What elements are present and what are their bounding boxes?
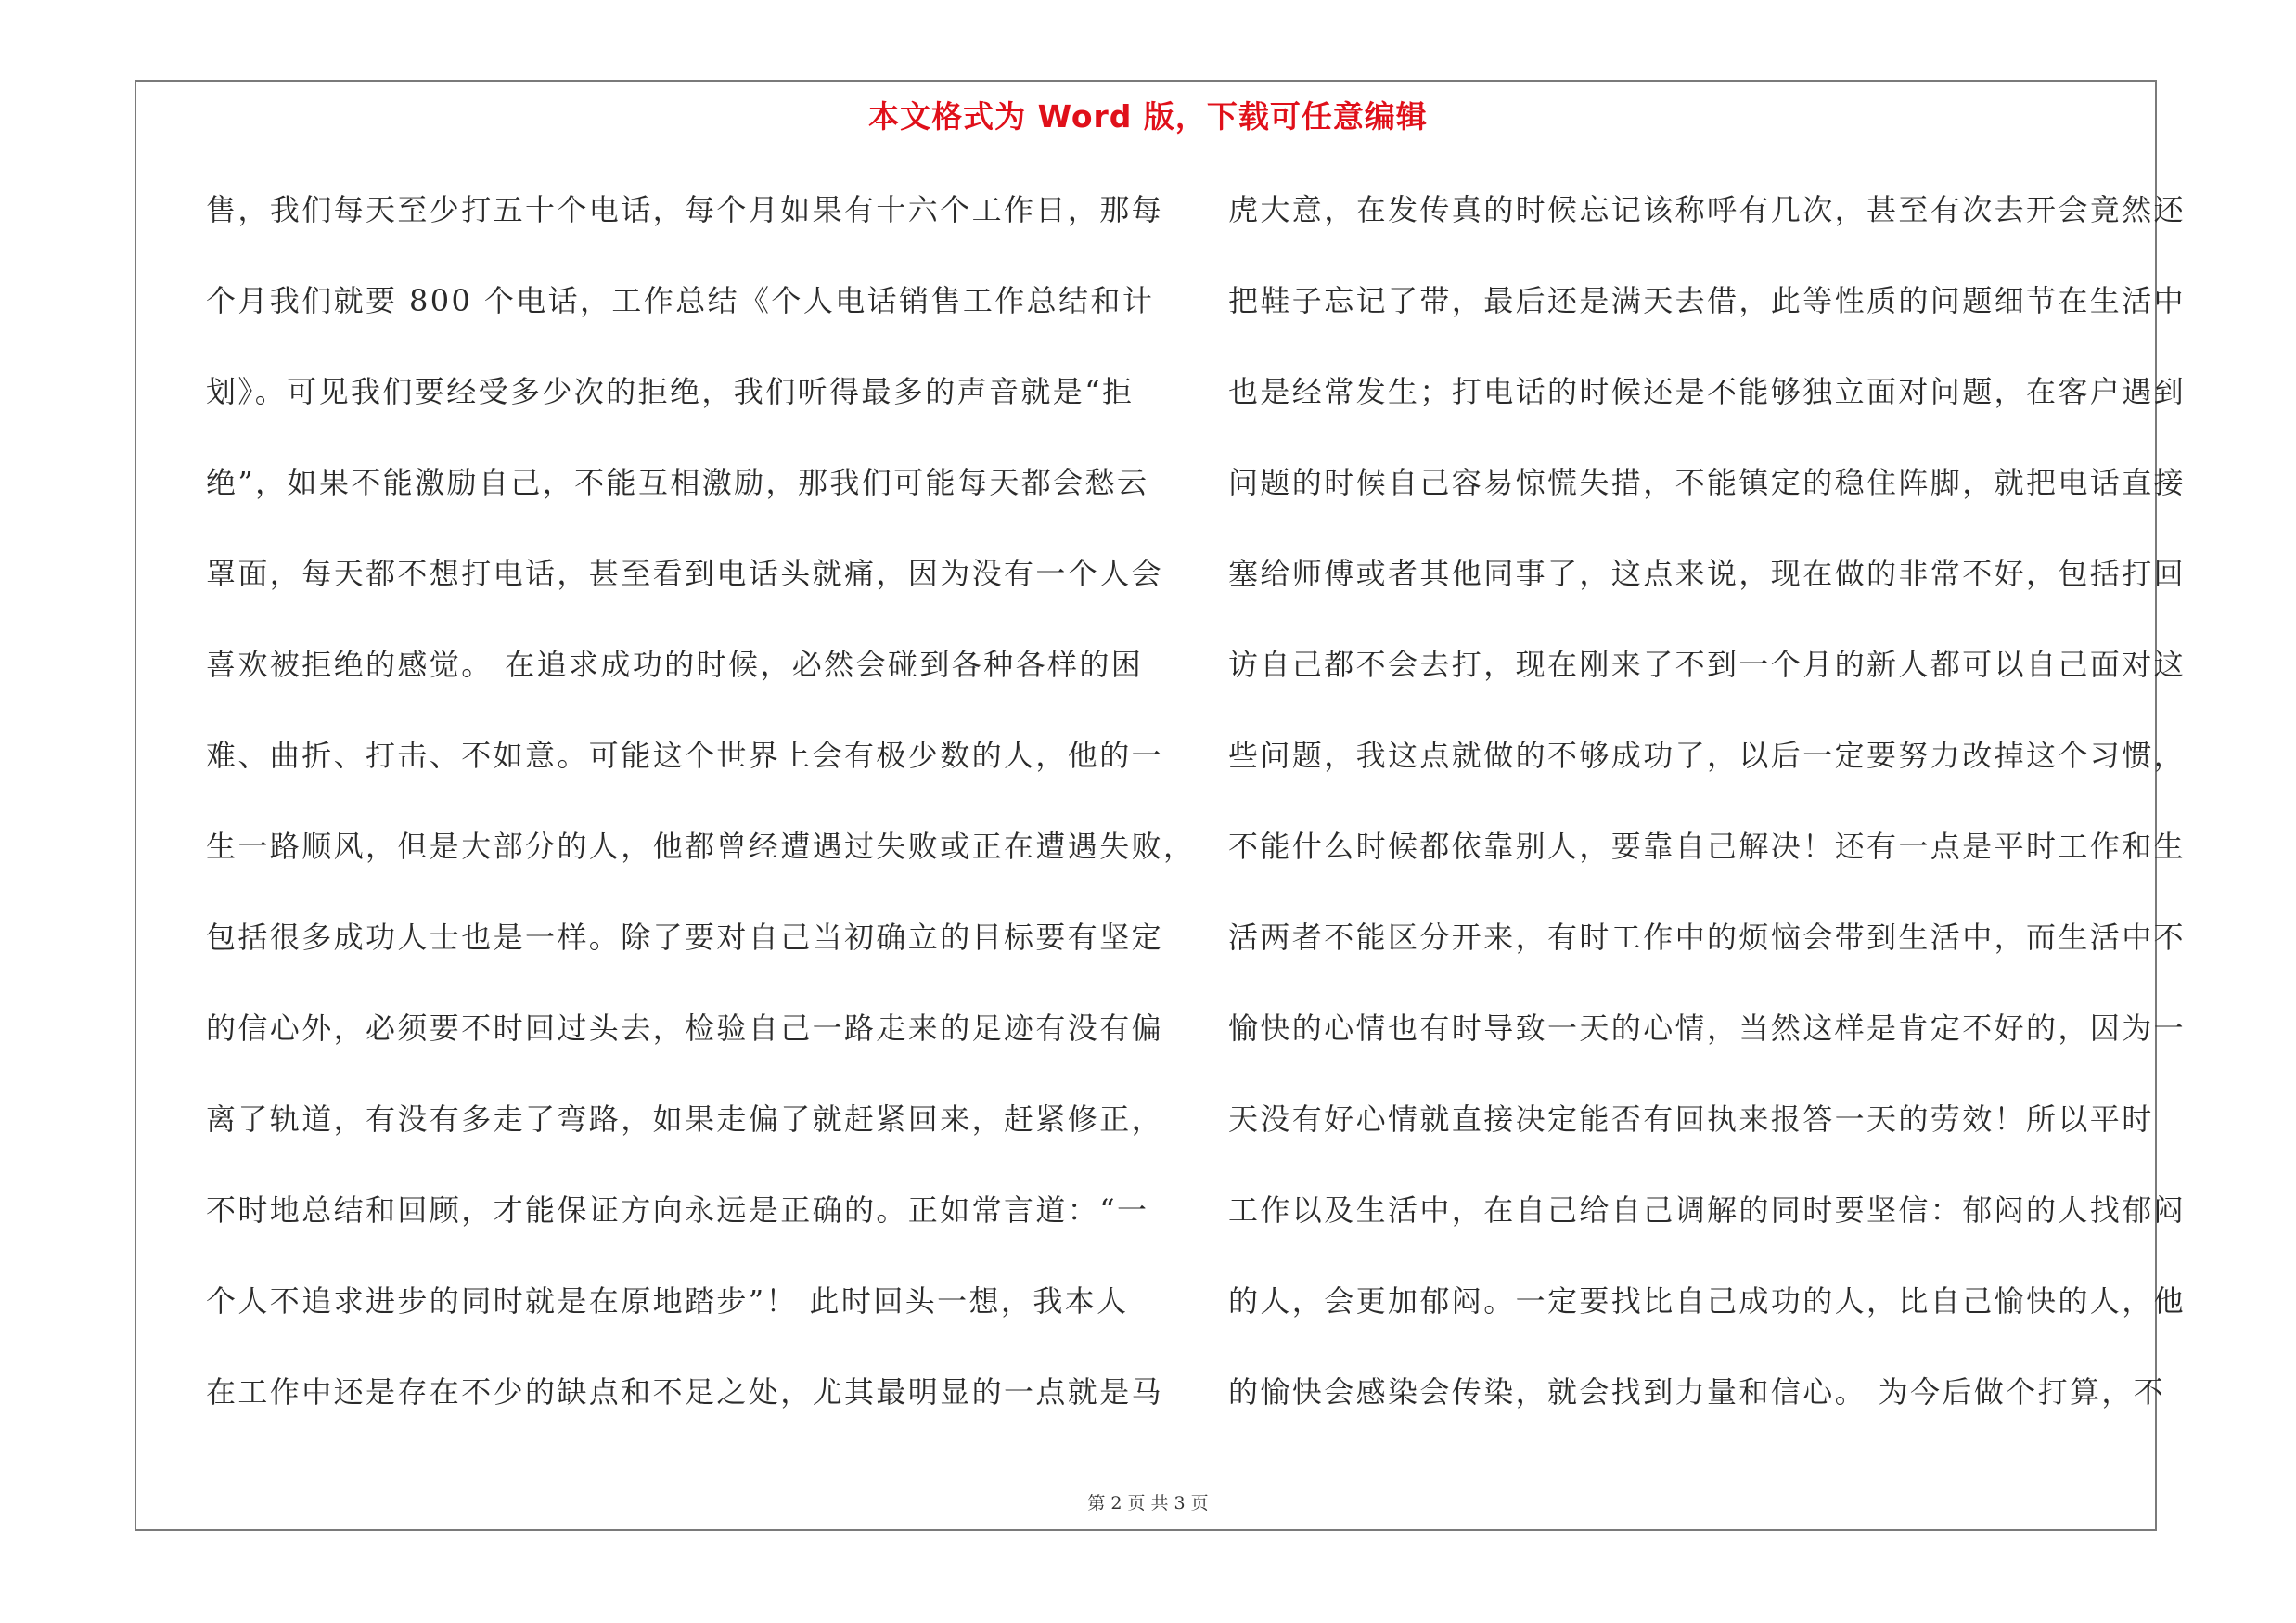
text-line: 的愉快会感染会传染，就会找到力量和信心。 为今后做个打算，不 bbox=[1228, 1374, 2166, 1410]
text-line: 也是经常发生；打电话的时候还是不能够独立面对问题，在客户遇到 bbox=[1228, 374, 2187, 409]
text-line: 难、曲折、打击、不如意。可能这个世界上会有极少数的人，他的一 bbox=[206, 738, 1164, 773]
text-line: 塞给师傅或者其他同事了，这点来说，现在做的非常不好，包括打回 bbox=[1228, 556, 2187, 591]
page-number-footer: 第 2 页 共 3 页 bbox=[1087, 1493, 1209, 1514]
text-line: 喜欢被拒绝的感觉。 在追求成功的时候，必然会碰到各种各样的困 bbox=[206, 647, 1144, 682]
text-line: 工作以及生活中，在自己给自己调解的同时要坚信：郁闷的人找郁闷 bbox=[1228, 1192, 2187, 1228]
text-line: 绝”，如果不能激励自己，不能互相激励，那我们可能每天都会愁云 bbox=[206, 465, 1149, 500]
text-line: 的信心外，必须要不时回过头去，检验自己一路走来的足迹有没有偏 bbox=[206, 1011, 1164, 1046]
text-line: 天没有好心情就直接决定能否有回执来报答一天的劳效！所以平时 bbox=[1228, 1101, 2154, 1137]
text-line: 划》。可见我们要经受多少次的拒绝，我们听得最多的声音就是“拒 bbox=[206, 374, 1135, 409]
right-text-column bbox=[1228, 182, 2187, 1455]
text-line: 不时地总结和回顾，才能保证方向永远是正确的。正如常言道：“一 bbox=[206, 1192, 1149, 1228]
text-line: 把鞋子忘记了带，最后还是满天去借，此等性质的问题细节在生活中 bbox=[1228, 283, 2187, 318]
text-line: 愉快的心情也有时导致一天的心情，当然这样是肯定不好的，因为一 bbox=[1228, 1011, 2187, 1046]
text-line: 活两者不能区分开来，有时工作中的烦恼会带到生活中，而生活中不 bbox=[1228, 920, 2187, 955]
text-line: 售，我们每天至少打五十个电话，每个月如果有十六个工作日，那每 bbox=[206, 192, 1164, 227]
text-line: 个月我们就要 800 个电话，工作总结《个人电话销售工作总结和计 bbox=[206, 283, 1155, 318]
text-line: 些问题，我这点就做的不够成功了，以后一定要努力改掉这个习惯， bbox=[1228, 738, 2187, 773]
text-line: 虎大意，在发传真的时候忘记该称呼有几次，甚至有次去开会竟然还 bbox=[1228, 192, 2187, 227]
text-line: 访自己都不会去打，现在刚来了不到一个月的新人都可以自己面对这 bbox=[1228, 647, 2187, 682]
format-banner: 本文格式为 Word 版，下载可任意编辑 bbox=[868, 98, 1428, 135]
text-line: 罩面，每天都不想打电话，甚至看到电话头就痛，因为没有一个人会 bbox=[206, 556, 1164, 591]
text-line: 包括很多成功人士也是一样。除了要对自己当初确立的目标要有坚定 bbox=[206, 920, 1164, 955]
left-text-column bbox=[206, 182, 1196, 1455]
text-line: 生一路顺风，但是大部分的人，他都曾经遭遇过失败或正在遭遇失败， bbox=[206, 829, 1196, 864]
text-line: 离了轨道，有没有多走了弯路，如果走偏了就赶紧回来，赶紧修正， bbox=[206, 1101, 1164, 1137]
text-line: 不能什么时候都依靠别人，要靠自己解决！还有一点是平时工作和生 bbox=[1228, 829, 2187, 864]
text-line: 的人，会更加郁闷。一定要找比自己成功的人，比自己愉快的人，他 bbox=[1228, 1283, 2187, 1319]
text-line: 个人不追求进步的同时就是在原地踏步”！ 此时回头一想，我本人 bbox=[206, 1283, 1129, 1319]
text-line: 问题的时候自己容易惊慌失措，不能镇定的稳住阵脚，就把电话直接 bbox=[1228, 465, 2187, 500]
text-line: 在工作中还是存在不少的缺点和不足之处，尤其最明显的一点就是马 bbox=[206, 1374, 1164, 1410]
